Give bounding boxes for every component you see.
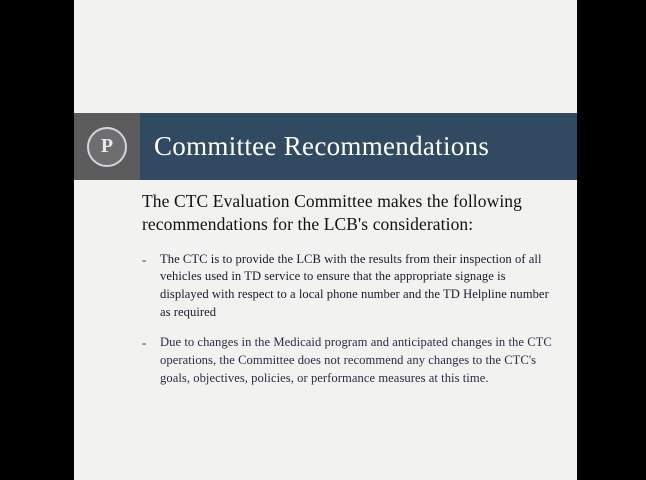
slide-title: Committee Recommendations [154,131,490,161]
recommendation-list [142,251,553,388]
title-bar [140,113,577,180]
list-item-text: The CTC is to provide the LCB with the results from their inspection of all vehicles used in TD service to ensure that the appropriate signage is displayed with respect to a local phone number and the TD Helpline number as required [160,251,549,320]
list-item-text: Due to changes in the Medicaid program and anticipated changes in the CTC operations, the Committee does not recommend any changes to the CTC's goals, objectives, policies, or performance measures at this time. [160,335,552,385]
list-item [142,251,553,323]
letterbox-right [577,0,646,480]
bullet-dash-icon: - [142,336,147,351]
bullet-dash-icon: - [142,252,147,267]
lead-paragraph: The CTC Evaluation Committee makes the following recommendations for the LCB's consideration: [142,191,523,235]
letterbox-left [0,0,74,480]
logo-container [74,113,140,180]
presentation-slide [74,0,577,480]
slide-body [74,190,577,400]
slide-title-band [74,113,577,180]
organization-logo-icon: P [87,127,127,167]
list-item [142,334,553,388]
